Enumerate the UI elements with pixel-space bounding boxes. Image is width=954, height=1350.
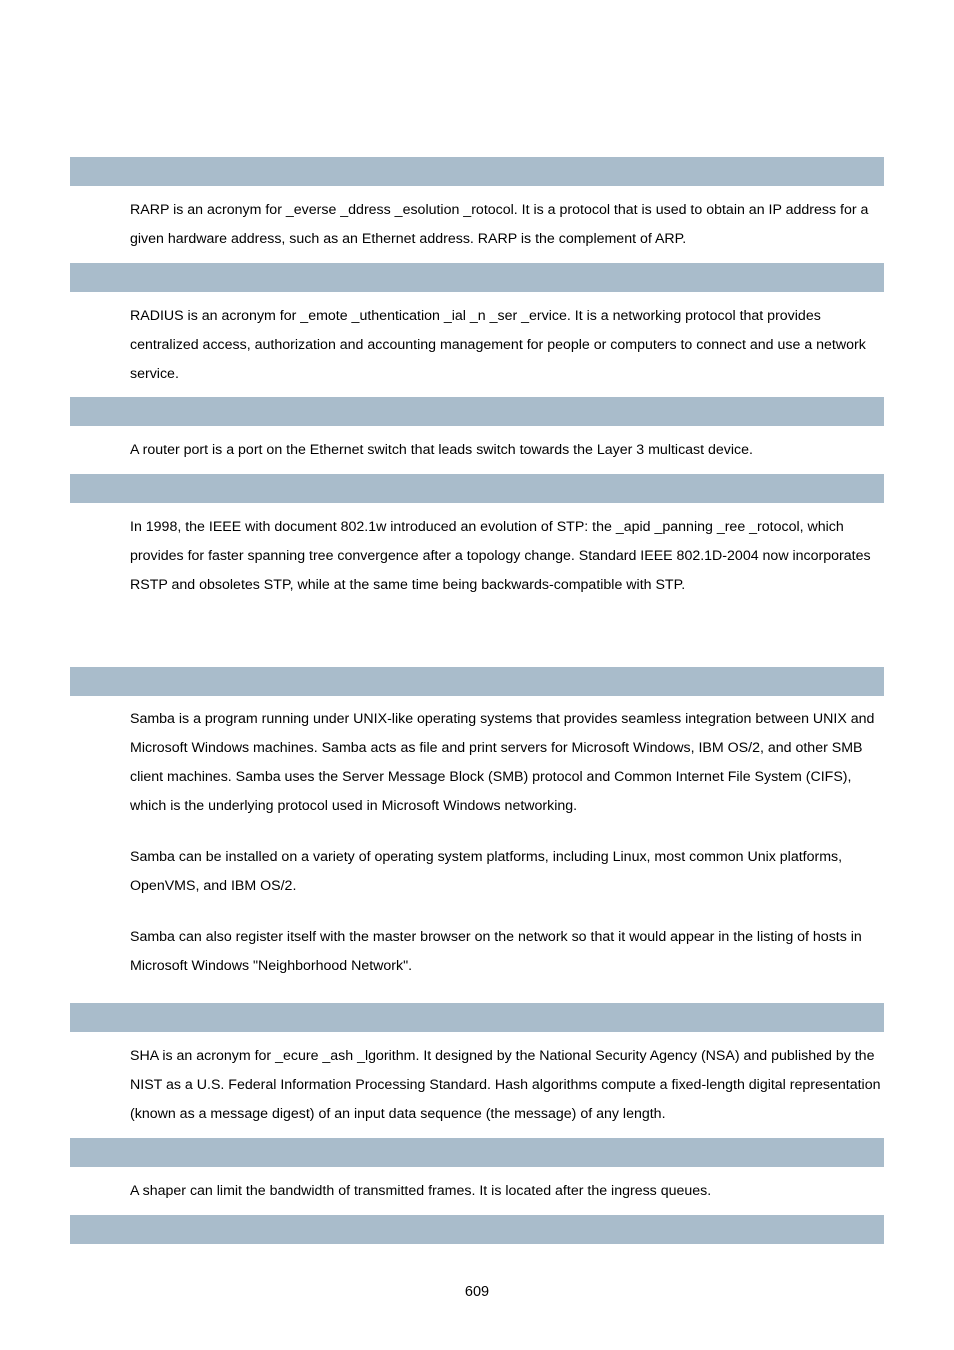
rstp-definition: In 1998, the IEEE with document 802.1w introduced an evolution of STP: the _apid _panning _ree _rotocol, which provides for faster spanning tree convergence after a topology change. Standard IEEE 802.1D-2004 now incorporates RSTP and obsoletes STP, while at the same time being backwards-compatible with STP. xyxy=(130,519,871,593)
router-port-definition: A router port is a port on the Ethernet switch that leads switch towards the Layer 3 multicast device. xyxy=(130,442,753,458)
section-heading-bar-router-port xyxy=(70,397,884,426)
page-number: 609 xyxy=(464,1284,490,1300)
samba-definition-2: Samba can be installed on a variety of operating system platforms, including Linux, most common Unix platforms, OpenVMS, and IBM OS/2. xyxy=(130,849,843,894)
section-heading-bar-rstp xyxy=(70,474,884,503)
section-heading-bar-sha xyxy=(70,1003,884,1032)
rarp-definition: RARP is an acronym for _everse _ddress _esolution _rotocol. It is a protocol that is used to obtain an IP address for a given hardware address, such as an Ethernet address. RARP is the complement of ARP. xyxy=(130,202,869,247)
section-heading-bar-samba xyxy=(70,667,884,696)
samba-definition-1: Samba is a program running under UNIX-like operating systems that provides seamless integration between UNIX and Microsoft Windows machines. Samba acts as file and print servers for Microsoft Windows, IBM OS/2, and other SMB client machines. Samba uses the Server Message Block (SMB) protocol and Common Internet File System (CIFS), which is the underlying protocol used in Microsoft Windows networking. xyxy=(130,711,875,814)
sha-definition: SHA is an acronym for _ecure _ash _lgorithm. It designed by the National Security Agency (NSA) and published by the NIST as a U.S. Federal Information Processing Standard. Hash algorithms compute a fixed-length digital representation (known as a message digest) of an input data sequence (the message) of any length. xyxy=(130,1048,881,1122)
section-heading-bar-rarp xyxy=(70,157,884,186)
section-heading-bar-shaper xyxy=(70,1138,884,1167)
section-heading-bar-next xyxy=(70,1215,884,1244)
radius-definition: RADIUS is an acronym for _emote _uthentication _ial _n _ser _ervice. It is a networking protocol that provides centralized access, authorization and accounting management for people or computers to connect and use a network service. xyxy=(130,308,866,382)
samba-definition-3: Samba can also register itself with the master browser on the network so that it would appear in the listing of hosts in Microsoft Windows "Neighborhood Network". xyxy=(130,929,862,974)
shaper-definition: A shaper can limit the bandwidth of transmitted frames. It is located after the ingress queues. xyxy=(130,1183,712,1199)
section-heading-bar-radius xyxy=(70,263,884,292)
